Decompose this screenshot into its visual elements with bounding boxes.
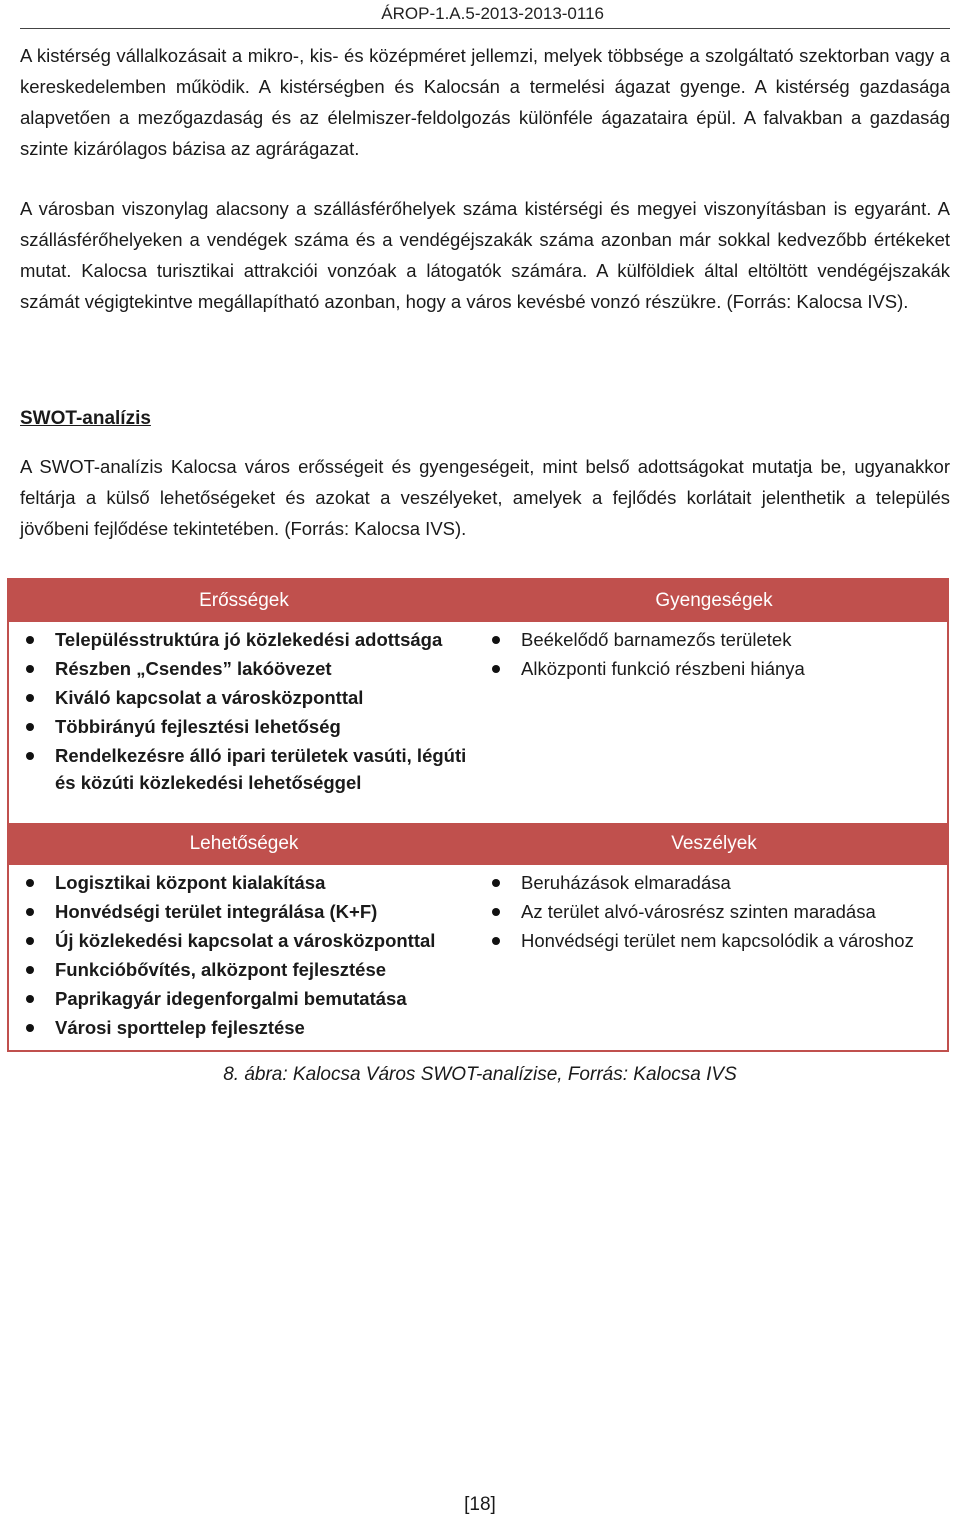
opportunities-item: Paprikagyár idegenforgalmi bemutatása xyxy=(9,985,479,1012)
strengths-item: Rendelkezésre álló ipari területek vasúti, légúti és közúti közlekedési lehetőséggel xyxy=(9,742,479,796)
opportunities-item: Funkcióbővítés, alközpont fejlesztése xyxy=(9,956,479,983)
figure-caption: 8. ábra: Kalocsa Város SWOT-analízise, Forrás: Kalocsa IVS xyxy=(223,1064,737,1085)
threats-item: Az terület alvó-városrész szinten maradása xyxy=(475,898,921,925)
opportunities-list xyxy=(9,869,479,1041)
section-heading: SWOT-analízis xyxy=(20,408,151,429)
opportunities-item: Logisztikai központ kialakítása xyxy=(9,869,479,896)
opportunities-header: Lehetőségek xyxy=(189,833,299,854)
weaknesses-cell xyxy=(475,622,945,822)
paragraph-swot-intro: A SWOT-analízis Kalocsa város erősségeit és gyengeségeit, mint belső adottságokat mutatja be, ugyanakkor feltárja a külső lehetőségeket és azokat a veszélyeket, amelyek a fejlődés korlátait jelenthetik a település jövőbeni fejlődése tekintetében. (Forrás: Kalocsa IVS). xyxy=(20,456,950,539)
weaknesses-list xyxy=(475,626,945,682)
threats-list xyxy=(475,869,921,954)
strengths-item: Többirányú fejlesztési lehetőség xyxy=(9,713,479,740)
strengths-item: Kiváló kapcsolat a városközponttal xyxy=(9,684,479,711)
document-header: ÁROP-1.A.5-2013-2013-0116 xyxy=(381,4,604,23)
threats-item: Beruházások elmaradása xyxy=(475,869,921,896)
paragraph-economy: A kistérség vállalkozásait a mikro-, kis- és középméret jellemzi, melyek többsége a szolgáltató szektorban vagy a kereskedelemben működik. A kistérségben és Kalocsán a termelési ágazat gyenge. A kistérség gazdasága alapvetően a mezőgazdaság és az élelmiszer-feldolgozás különféle ágazataira épül. A falvakban a gazdaság szinte kizárólagos bázisa az agrárágazat. xyxy=(20,45,950,159)
page-number: [18] xyxy=(464,1494,496,1515)
opportunities-item: Honvédségi terület integrálása (K+F) xyxy=(9,898,479,925)
opportunities-item: Új közlekedési kapcsolat a városközponttal xyxy=(9,927,479,954)
strengths-list xyxy=(9,626,479,796)
threats-item: Honvédségi terület nem kapcsolódik a városhoz xyxy=(475,927,921,954)
strengths-header: Erősségek xyxy=(199,590,289,611)
weaknesses-header: Gyengeségek xyxy=(655,590,773,611)
strengths-item: Településstruktúra jó közlekedési adottsága xyxy=(9,626,479,653)
strengths-cell xyxy=(9,622,479,822)
strengths-item: Részben „Csendes” lakóövezet xyxy=(9,655,479,682)
paragraph-tourism: A városban viszonylag alacsony a szállásférőhelyek száma kistérségi és megyei viszonyításban is egyaránt. A szállásférőhelyeken a vendégek száma és a vendégéjszakák száma azonban már sokkal kedvezőbb értékeket mutat. Kalocsa turisztikai attrakciói vonzóak a látogatók számára. A külföldiek által eltöltött vendégéjszakák számát végigtekintve megállapítható azonban, hogy a város kevésbé vonzó részükre. (Forrás: Kalocsa IVS). xyxy=(20,198,950,312)
opportunities-cell xyxy=(9,865,479,1050)
header-divider xyxy=(20,28,950,29)
opportunities-item: Városi sporttelep fejlesztése xyxy=(9,1014,479,1041)
threats-header: Veszélyek xyxy=(671,833,757,854)
weaknesses-item: Alközponti funkció részbeni hiánya xyxy=(475,655,945,682)
swot-table xyxy=(7,578,949,1052)
weaknesses-item: Beékelődő barnamezős területek xyxy=(475,626,945,653)
threats-cell xyxy=(475,865,945,1050)
